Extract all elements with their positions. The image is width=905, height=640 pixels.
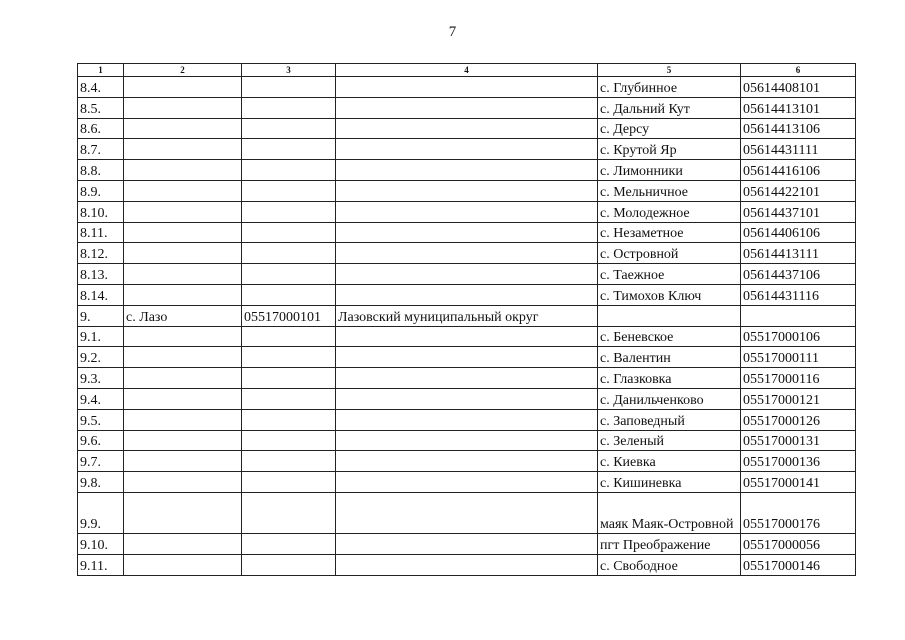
settlement-code-cell: 05614422101: [741, 180, 856, 201]
center-name-cell: [124, 118, 242, 139]
row-number-cell: 8.11.: [78, 222, 124, 243]
settlement-cell: с. Данильченково: [598, 388, 741, 409]
row-number-cell: 8.10.: [78, 201, 124, 222]
settlement-cell: с. Зеленый: [598, 430, 741, 451]
center-code-cell: [242, 243, 336, 264]
district-cell: [336, 533, 598, 554]
settlement-code-cell: 05517000146: [741, 554, 856, 575]
table-row: [78, 472, 856, 493]
row-number-cell: 8.14.: [78, 284, 124, 305]
table-row: [78, 118, 856, 139]
row-number-cell: 8.4.: [78, 77, 124, 98]
center-name-cell: [124, 554, 242, 575]
center-code-cell: [242, 222, 336, 243]
settlement-code-cell: 05517000121: [741, 388, 856, 409]
district-cell: [336, 554, 598, 575]
district-cell: [336, 430, 598, 451]
table-header: [78, 64, 856, 77]
settlement-cell: пгт Преображение: [598, 533, 741, 554]
row-number-cell: 9.10.: [78, 533, 124, 554]
settlement-cell: с. Крутой Яр: [598, 139, 741, 160]
column-header-1: 1: [78, 64, 124, 77]
center-name-cell: с. Лазо: [124, 305, 242, 326]
center-code-cell: [242, 451, 336, 472]
center-name-cell: [124, 388, 242, 409]
settlement-cell: с. Молодежное: [598, 201, 741, 222]
district-cell: [336, 97, 598, 118]
district-cell: [336, 139, 598, 160]
center-code-cell: [242, 180, 336, 201]
center-name-cell: [124, 243, 242, 264]
row-number-cell: 8.9.: [78, 180, 124, 201]
center-name-cell: [124, 326, 242, 347]
row-number-cell: 9.1.: [78, 326, 124, 347]
settlement-cell: с. Валентин: [598, 347, 741, 368]
row-number-cell: 9.6.: [78, 430, 124, 451]
district-cell: [336, 347, 598, 368]
center-code-cell: [242, 533, 336, 554]
page-number: 7: [448, 24, 457, 40]
table-row: [78, 533, 856, 554]
settlement-code-cell: 05614431111: [741, 139, 856, 160]
settlement-code-cell: 05614437106: [741, 264, 856, 285]
settlement-cell: с. Таежное: [598, 264, 741, 285]
row-number-cell: 9.: [78, 305, 124, 326]
settlement-code-cell: 05517000106: [741, 326, 856, 347]
center-name-cell: [124, 284, 242, 305]
district-cell: [336, 472, 598, 493]
settlement-code-cell: 05614413111: [741, 243, 856, 264]
settlement-code-cell: 05614416106: [741, 160, 856, 181]
row-number-cell: 8.7.: [78, 139, 124, 160]
settlement-cell: с. Глазковка: [598, 368, 741, 389]
settlement-cell: с. Тимохов Ключ: [598, 284, 741, 305]
district-cell: [336, 243, 598, 264]
row-number-cell: 8.13.: [78, 264, 124, 285]
row-number-cell: 9.2.: [78, 347, 124, 368]
center-code-cell: [242, 492, 336, 533]
settlement-cell: с. Лимонники: [598, 160, 741, 181]
settlement-cell: с. Беневское: [598, 326, 741, 347]
table-row: [78, 284, 856, 305]
district-cell: [336, 118, 598, 139]
settlement-cell: с. Глубинное: [598, 77, 741, 98]
table-row: [78, 451, 856, 472]
row-number-cell: 8.6.: [78, 118, 124, 139]
settlement-cell: [598, 305, 741, 326]
settlement-cell: с. Заповедный: [598, 409, 741, 430]
center-name-cell: [124, 409, 242, 430]
settlement-cell: с. Незаметное: [598, 222, 741, 243]
district-cell: [336, 77, 598, 98]
settlement-code-cell: 05517000136: [741, 451, 856, 472]
table-row: [78, 388, 856, 409]
settlement-code-cell: 05517000111: [741, 347, 856, 368]
column-header-5: 5: [598, 64, 741, 77]
center-code-cell: [242, 472, 336, 493]
district-cell: [336, 160, 598, 181]
table-row: [78, 326, 856, 347]
table-row: [78, 368, 856, 389]
center-name-cell: [124, 77, 242, 98]
district-cell: [336, 284, 598, 305]
settlement-code-cell: 05614437101: [741, 201, 856, 222]
table-row: [78, 554, 856, 575]
district-cell: [336, 201, 598, 222]
district-cell: [336, 222, 598, 243]
table-row: [78, 201, 856, 222]
center-code-cell: [242, 284, 336, 305]
center-code-cell: [242, 326, 336, 347]
table-row: [78, 409, 856, 430]
settlement-code-cell: 05517000176: [741, 492, 856, 533]
settlement-code-cell: [741, 305, 856, 326]
center-name-cell: [124, 160, 242, 181]
district-cell: Лазовский муниципальный округ: [336, 305, 598, 326]
row-number-cell: 8.5.: [78, 97, 124, 118]
settlement-cell: с. Мельничное: [598, 180, 741, 201]
center-name-cell: [124, 264, 242, 285]
center-name-cell: [124, 472, 242, 493]
row-number-cell: 9.7.: [78, 451, 124, 472]
settlements-table: [77, 63, 856, 576]
center-name-cell: [124, 97, 242, 118]
center-code-cell: [242, 388, 336, 409]
table-row: [78, 347, 856, 368]
center-name-cell: [124, 201, 242, 222]
settlement-cell: маяк Маяк-Островной: [598, 492, 741, 533]
column-header-4: 4: [336, 64, 598, 77]
center-code-cell: [242, 97, 336, 118]
center-code-cell: [242, 347, 336, 368]
row-number-cell: 8.8.: [78, 160, 124, 181]
table-row: [78, 264, 856, 285]
table-row: [78, 492, 856, 533]
settlement-cell: с. Дерсу: [598, 118, 741, 139]
settlement-code-cell: 05614408101: [741, 77, 856, 98]
settlement-cell: с. Кишиневка: [598, 472, 741, 493]
center-code-cell: [242, 409, 336, 430]
district-cell: [336, 451, 598, 472]
center-code-cell: [242, 139, 336, 160]
row-number-cell: 9.11.: [78, 554, 124, 575]
row-number-cell: 8.12.: [78, 243, 124, 264]
center-code-cell: [242, 77, 336, 98]
table-body: [78, 77, 856, 576]
center-name-cell: [124, 139, 242, 160]
center-code-cell: [242, 554, 336, 575]
row-number-cell: 9.5.: [78, 409, 124, 430]
table-row: [78, 430, 856, 451]
row-number-cell: 9.8.: [78, 472, 124, 493]
center-code-cell: [242, 160, 336, 181]
center-name-cell: [124, 347, 242, 368]
settlement-code-cell: 05614406106: [741, 222, 856, 243]
district-cell: [336, 409, 598, 430]
settlement-code-cell: 05517000131: [741, 430, 856, 451]
center-name-cell: [124, 368, 242, 389]
header-row: [78, 64, 856, 77]
table-row: [78, 305, 856, 326]
center-code-cell: [242, 430, 336, 451]
settlement-code-cell: 05614413101: [741, 97, 856, 118]
center-name-cell: [124, 430, 242, 451]
center-code-cell: [242, 201, 336, 222]
center-name-cell: [124, 180, 242, 201]
settlement-cell: с. Дальний Кут: [598, 97, 741, 118]
center-name-cell: [124, 492, 242, 533]
table-row: [78, 97, 856, 118]
row-number-cell: 9.9.: [78, 492, 124, 533]
district-cell: [336, 388, 598, 409]
district-cell: [336, 180, 598, 201]
table-row: [78, 77, 856, 98]
district-cell: [336, 264, 598, 285]
district-cell: [336, 326, 598, 347]
column-header-3: 3: [242, 64, 336, 77]
table-row: [78, 160, 856, 181]
row-number-cell: 9.3.: [78, 368, 124, 389]
table-row: [78, 180, 856, 201]
settlement-code-cell: 05517000126: [741, 409, 856, 430]
center-code-cell: [242, 368, 336, 389]
settlement-cell: с. Киевка: [598, 451, 741, 472]
district-cell: [336, 368, 598, 389]
settlement-code-cell: 05517000141: [741, 472, 856, 493]
settlement-code-cell: 05614431116: [741, 284, 856, 305]
settlement-code-cell: 05614413106: [741, 118, 856, 139]
table-row: [78, 243, 856, 264]
table-row: [78, 139, 856, 160]
settlement-cell: с. Свободное: [598, 554, 741, 575]
column-header-2: 2: [124, 64, 242, 77]
center-name-cell: [124, 533, 242, 554]
settlement-cell: с. Островной: [598, 243, 741, 264]
center-code-cell: [242, 264, 336, 285]
center-code-cell: [242, 118, 336, 139]
settlement-code-cell: 05517000056: [741, 533, 856, 554]
center-name-cell: [124, 222, 242, 243]
district-cell: [336, 492, 598, 533]
table-row: [78, 222, 856, 243]
center-name-cell: [124, 451, 242, 472]
settlement-code-cell: 05517000116: [741, 368, 856, 389]
column-header-6: 6: [741, 64, 856, 77]
center-code-cell: 05517000101: [242, 305, 336, 326]
row-number-cell: 9.4.: [78, 388, 124, 409]
